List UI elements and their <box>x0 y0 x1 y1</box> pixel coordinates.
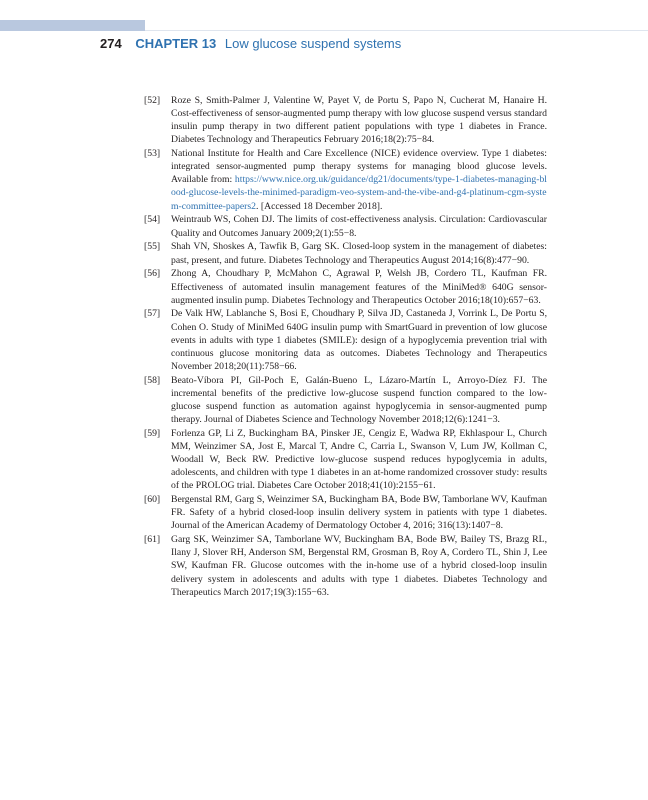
reference-text-after-link: . [Accessed 18 December 2018]. <box>256 200 383 212</box>
reference-item <box>144 94 547 146</box>
reference-number: [54] <box>144 214 161 226</box>
reference-item <box>144 147 547 212</box>
reference-text: Bergenstal RM, Garg S, Weinzimer SA, Buckingham BA, Bode BW, Tamborlane WV, Kaufman FR. Safety of a hybrid closed-loop insulin delivery system in patients with type 1 diabetes. Journal of the American Academy of Dermatology October 4, 2016; 316(13):1407−8. <box>171 494 547 532</box>
reference-number: [58] <box>144 374 161 386</box>
reference-item <box>144 374 547 426</box>
reference-text: Beato-Víbora PI, Gil-Poch E, Galán-Bueno L, Lázaro-Martín L, Arroyo-Díez FJ. The incremental benefits of the predictive low-glucose suspend function compared to the low-glucose suspend function as automation against hypoglycemia in sensor-augmented pump therapy. Journal of Diabetes Science and Technology November 2018;12(6):1241−3. <box>171 374 547 426</box>
reference-number: [53] <box>144 148 161 160</box>
reference-number: [56] <box>144 268 161 280</box>
header-rule <box>145 30 648 31</box>
page-number: 274 <box>100 36 122 51</box>
reference-item <box>144 267 547 306</box>
reference-text: Weintraub WS, Cohen DJ. The limits of cost-effectiveness analysis. Circulation: Cardiovascular Quality and Outcomes January 2009;2(1):55−8. <box>171 214 547 239</box>
reference-number: [52] <box>144 95 161 106</box>
reference-text-with-link <box>171 147 547 212</box>
reference-item <box>144 533 547 598</box>
reference-number: [57] <box>144 308 161 320</box>
reference-text: De Valk HW, Lablanche S, Bosi E, Choudhary P, Silva JD, Castaneda J, Vorrink L, De Portu S, Cohen O. Study of MiniMed 640G insulin pump with SmartGuard in prevention of low glucose events in adults with type 1 diabetes (SMILE): design of a hypoglycemia prevention trial with continuous glucose monitoring data as outcomes. Diabetes Technology and Therapeutics November 2018;20(11):758−66. <box>171 308 547 372</box>
reference-list <box>144 94 547 600</box>
reference-item <box>144 307 547 372</box>
reference-text: Roze S, Smith-Palmer J, Valentine W, Payet V, de Portu S, Papo N, Cucherat M, Hanaire H. Cost-effectiveness of sensor-augmented pump therapy with low glucose suspend versus standard insulin pump therapy in two different patient populations with type 1 diabetes in France. Diabetes Technology and Therapeutics February 2016;18(2):75−84. <box>171 95 547 146</box>
chapter-title: Low glucose suspend systems <box>224 36 402 51</box>
reference-number: [59] <box>144 427 161 439</box>
reference-text: National Institute for Health and Care Excellence (NICE) evidence overview. Type 1 diabetes: integrated sensor-augmented pump therapy systems for managing blood glucose levels. Available from: <box>171 148 547 186</box>
running-head <box>100 35 401 53</box>
reference-number: [61] <box>144 534 161 546</box>
reference-number: [55] <box>144 241 161 253</box>
reference-item <box>144 493 547 532</box>
header-accent-bar <box>0 20 145 31</box>
reference-text: Zhong A, Choudhary P, McMahon C, Agrawal P, Welsh JB, Cordero TL, Kaufman FR. Effectiveness of automated insulin management features of the MiniMed® 640G sensor-augmented insulin pump. Diabetes Technology and Therapeutics October 2016;18(10):657−63. <box>171 268 547 306</box>
reference-item <box>144 213 547 239</box>
reference-number: [60] <box>144 494 161 506</box>
reference-item <box>144 240 547 266</box>
reference-item <box>144 427 547 492</box>
chapter-label: CHAPTER 13 <box>135 36 217 51</box>
reference-text: Forlenza GP, Li Z, Buckingham BA, Pinsker JE, Cengiz E, Wadwa RP, Ekhlaspour L, Church MM, Weinzimer SA, Jost E, Marcal T, Andre C, Carria L, Swanson V, Lum JW, Kollman C, Woodall W, Beck RW. Predictive low-glucose suspend reduces hypoglycemia in adults, adolescents, and children with type 1 diabetes in an at-home randomized crossover study: results of the PROLOG trial. Diabetes Care October 2018;41(10):2155−61. <box>171 427 547 492</box>
reference-text: Shah VN, Shoskes A, Tawfik B, Garg SK. Closed-loop system in the management of diabetes: past, present, and future. Diabetes Technology and Therapeutics August 2014;16(8):477−90. <box>171 241 547 266</box>
reference-text: Garg SK, Weinzimer SA, Tamborlane WV, Buckingham BA, Bode BW, Bailey TS, Brazg RL, Ilany J, Slover RH, Anderson SM, Bergenstal RM, Grosman B, Roy A, Cordero TL, Shin J, Lee SW, Kaufman FR. Glucose outcomes with the in-home use of a hybrid closed-loop insulin delivery system in adolescents and adults with type 1 diabetes. Diabetes Technology and Therapeutics March 2017;19(3):155−63. <box>171 534 547 598</box>
reference-url-link[interactable]: https://www.nice.org.uk/guidance/dg21/documents/type-1-diabetes-managing-blood-glucose-levels-the-minimed-paradigm-veo-system-and-the-vibe-and-g4-platinum-cgm-system-committee-papers2 <box>171 174 547 212</box>
